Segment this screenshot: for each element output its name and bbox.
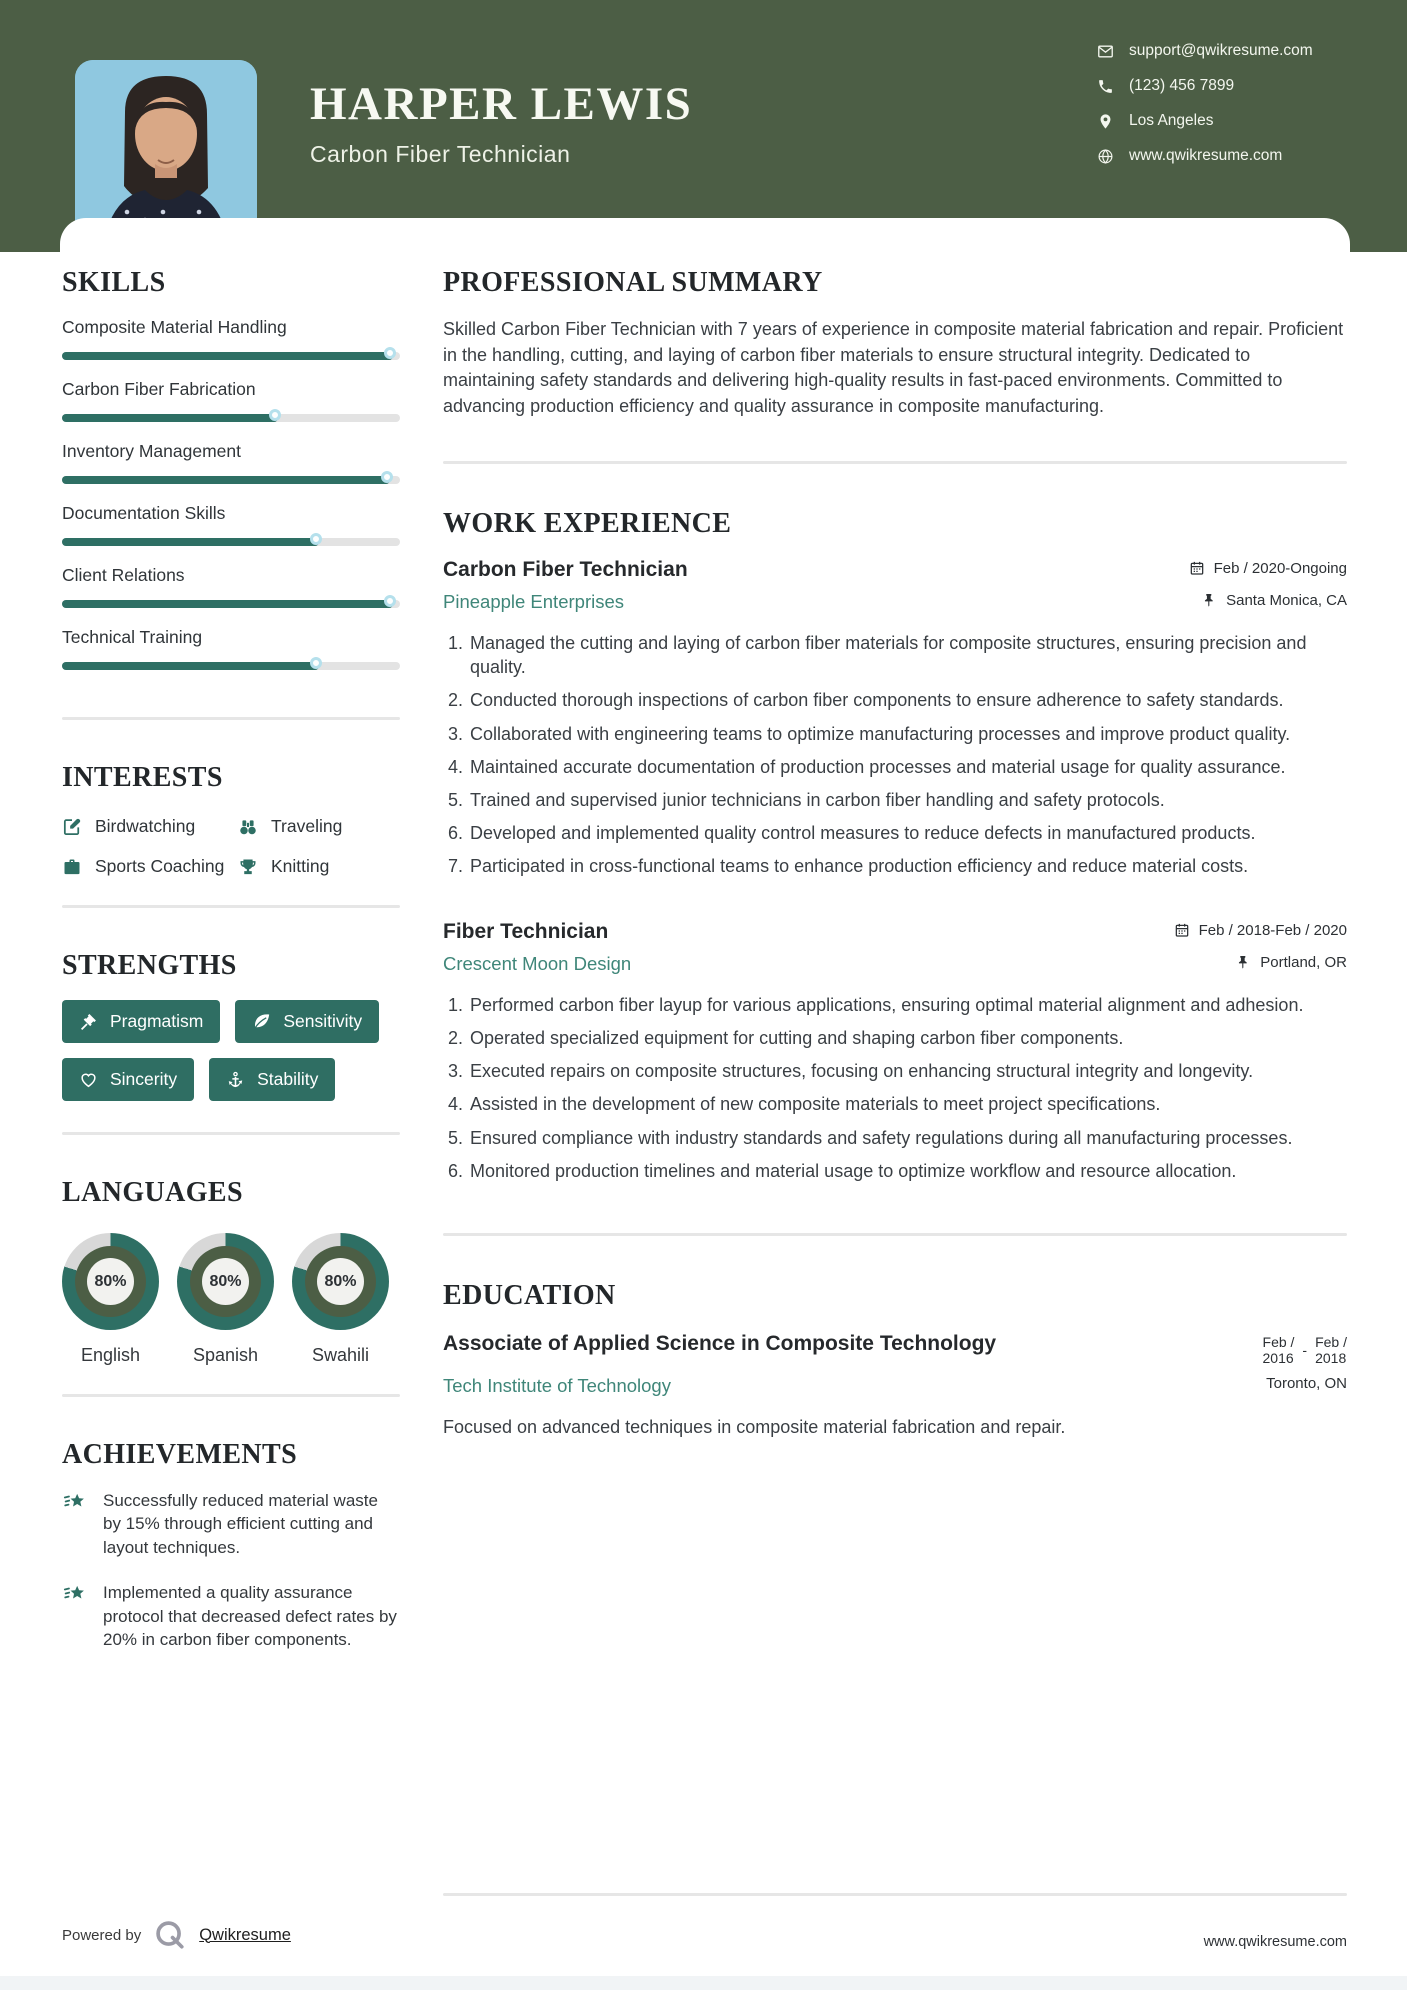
skill-progress-bar [62,352,400,360]
contact-row [1097,77,1313,95]
skill-row [62,441,400,484]
skill-progress-fill [62,476,390,484]
skill-progress-bar [62,600,400,608]
skill-label: Composite Material Handling [62,317,287,337]
language-percent: 80% [202,1258,249,1305]
contact-text: www.qwikresume.com [1129,147,1283,164]
job-bullet: 1. Performed carbon fiber layup for various applications, ensuring optimal material alignment and adhesion. [468,993,1347,1017]
language-name: Spanish [192,1345,259,1365]
trophy-icon [238,857,258,877]
education-entry [443,1330,1347,1366]
language-name: Swahili [311,1345,370,1365]
skill-label: Carbon Fiber Fabrication [62,379,256,399]
strengths-heading: STRENGTHS [62,950,237,981]
languages-heading: LANGUAGES [62,1177,243,1208]
contact-row [1097,42,1313,60]
divider [62,1394,400,1397]
powered-by-label: Powered by [62,1926,142,1944]
job-bullet: 4. Assisted in the development of new composite materials to meet project specifications. [468,1092,1347,1116]
calendar-icon [1174,922,1190,938]
achievement-item [62,1581,400,1651]
strength-badge [209,1058,335,1101]
interest-label: Birdwatching [95,816,196,836]
achievements-heading: ACHIEVEMENTS [62,1439,298,1470]
language-donut-chart [292,1233,389,1330]
skills-heading: SKILLS [62,267,166,298]
school-name: Tech Institute of Technology [443,1374,671,1396]
languages-list [62,1233,400,1366]
interest-item [62,816,238,837]
job-title: Fiber Technician [443,920,609,944]
skill-label: Documentation Skills [62,503,226,523]
language-item [177,1233,274,1366]
job-date: Feb / 2020-Ongoing [1189,560,1347,577]
education-date-end: Feb / 2018 [1315,1333,1347,1366]
phone-icon [1097,78,1114,95]
job-bullet: 3. Collaborated with engineering teams to optimize manufacturing processes and improve product quality. [468,722,1347,746]
education-heading: EDUCATION [443,1279,616,1311]
language-donut-inner-ring [190,1246,261,1317]
shooting-star-icon [62,1490,88,1516]
contact-row [1097,112,1313,130]
language-percent: 80% [317,1258,364,1305]
skill-progress-knob [310,533,322,545]
skill-progress-bar [62,476,400,484]
language-donut-inner-ring [75,1246,146,1317]
skill-progress-bar [62,414,400,422]
language-donut-chart [62,1233,159,1330]
job-bullet: 2. Operated specialized equipment for cutting and shaping carbon fiber components. [468,1026,1347,1050]
skill-progress-knob [384,595,396,607]
skill-progress-knob [310,657,322,669]
job-date: Feb / 2018-Feb / 2020 [1174,922,1347,939]
pen-square-icon [62,817,82,837]
summary-text: Skilled Carbon Fiber Technician with 7 years of experience in composite material fabrication and repair. Proficient in the handling, cutting, and laying of carbon fiber materials to ensure structural integrity. Dedicated to maintaining safety standards and delivering high-quality results in fast-paced environments. Committed to advancing production efficiency and quality assurance in composite manufacturing. [443,319,1344,416]
job-title: Carbon Fiber Technician [443,558,688,582]
summary-heading: PROFESSIONAL SUMMARY [443,267,823,298]
contact-row [1097,147,1313,165]
skill-row [62,379,400,422]
job-bullet: 6. Developed and implemented quality control measures to reduce defects in manufactured products. [468,821,1347,845]
anchor-icon [226,1070,245,1089]
interests-heading: INTERESTS [62,762,223,793]
binoculars-icon [238,817,258,837]
job-location: Portland, OR [1235,954,1347,971]
powered-by-footer [62,1918,400,1952]
language-item [62,1233,159,1366]
pushpin-icon [1201,592,1217,608]
skill-progress-knob [269,409,281,421]
company-name: Crescent Moon Design [443,953,632,975]
language-name: English [80,1345,141,1365]
interest-label: Sports Coaching [95,856,225,876]
leaf-icon [252,1012,271,1031]
skill-progress-knob [381,471,393,483]
candidate-title: Carbon Fiber Technician [310,141,571,168]
strength-label: Stability [257,1069,319,1089]
job-bullets [443,631,1347,878]
job-bullet: 6. Monitored production timelines and material usage to optimize workflow and resource allocation. [468,1159,1347,1183]
strength-badge [62,1058,194,1101]
achievements-list [62,1489,400,1674]
header [0,0,1407,252]
shooting-star-icon [62,1582,88,1608]
bottom-strip [0,1976,1407,1990]
main-content [443,267,1347,1976]
job-bullets [443,993,1347,1183]
strength-badge [62,1000,220,1043]
strengths-list [62,1000,400,1116]
pushpin-icon [1235,954,1251,970]
education-location: Toronto, ON [1241,1375,1347,1392]
divider [443,1893,1347,1896]
skill-progress-bar [62,662,400,670]
interest-item [238,816,400,837]
gavel-icon [79,1012,98,1031]
skill-progress-fill [62,414,278,422]
job-bullet: 5. Ensured compliance with industry standards and safety regulations during all manufacturing processes. [468,1126,1347,1150]
qwikresume-link[interactable]: Qwikresume [199,1925,291,1944]
education-description: Focused on advanced techniques in composite material fabrication and repair. [443,1416,1066,1437]
skill-row [62,627,400,670]
job-location: Santa Monica, CA [1201,592,1347,609]
interest-item [238,856,400,877]
interest-label: Knitting [271,856,330,876]
skill-progress-bar [62,538,400,546]
skill-row [62,503,400,546]
strength-label: Sincerity [110,1069,178,1089]
divider [62,905,400,908]
degree-title: Associate of Applied Science in Composite Technology [443,1331,997,1355]
skill-progress-fill [62,538,319,546]
contact-text: Los Angeles [1129,112,1214,129]
job-bullet: 5. Trained and supervised junior technicians in carbon fiber handling and safety protocols. [468,788,1347,812]
achievement-text: Implemented a quality assurance protocol that decreased defect rates by 20% in carbon fiber components. [103,1583,397,1650]
skill-progress-knob [384,347,396,359]
language-donut-inner-ring [305,1246,376,1317]
jobs-list [443,558,1347,1225]
divider [443,1233,1347,1236]
strength-label: Pragmatism [110,1011,204,1031]
contact-text: support@qwikresume.com [1129,42,1313,59]
skill-label: Technical Training [62,627,203,647]
sidebar [62,267,400,1976]
job-bullet: 3. Executed repairs on composite structures, focusing on enhancing structural integrity and longevity. [468,1059,1347,1083]
job-bullet: 4. Maintained accurate documentation of production processes and material usage for quality assurance. [468,755,1347,779]
globe-icon [1097,148,1114,165]
achievement-item [62,1489,400,1559]
skill-label: Client Relations [62,565,185,585]
interests-list [62,816,400,877]
qwikresume-logo-icon [153,1918,187,1952]
heart-icon [79,1070,98,1089]
envelope-icon [1097,43,1114,60]
job-bullet: 2. Conducted thorough inspections of carbon fiber components to ensure adherence to safety standards. [468,688,1347,712]
resume-body [60,218,1350,1976]
skill-row [62,565,400,608]
education-date-separator: - [1302,1341,1308,1358]
pushpin-icon [1241,1376,1257,1392]
language-item [292,1233,389,1366]
experience-heading: WORK EXPERIENCE [443,508,732,540]
interest-label: Traveling [271,816,343,836]
education-date-start: Feb / 2016 [1262,1333,1295,1366]
education-date [1239,1334,1347,1366]
briefcase-icon [62,857,82,877]
skill-label: Inventory Management [62,441,241,461]
calendar-icon [1189,560,1205,576]
skill-progress-fill [62,352,393,360]
contact-list [1097,42,1313,165]
divider [443,461,1347,464]
map-pin-icon [1097,113,1114,130]
skill-row [62,317,400,360]
site-url: www.qwikresume.com [1203,1934,1347,1950]
skill-progress-fill [62,662,319,670]
divider [62,717,400,720]
divider [62,1132,400,1135]
job-bullet: 1. Managed the cutting and laying of carbon fiber materials for composite structures, ensuring precision and quality. [468,631,1347,679]
interest-item [62,856,238,877]
job-bullet: 7. Participated in cross-functional teams to enhance production efficiency and reduce material costs. [468,854,1347,878]
strength-badge [235,1000,379,1043]
language-donut-chart [177,1233,274,1330]
skills-list [62,317,400,689]
strength-label: Sensitivity [283,1011,363,1031]
job-entry [443,558,1347,878]
contact-text: (123) 456 7899 [1129,77,1235,94]
skill-progress-fill [62,600,393,608]
company-name: Pineapple Enterprises [443,591,624,613]
job-entry [443,920,1347,1183]
candidate-name: HARPER LEWIS [310,78,693,130]
achievement-text: Successfully reduced material waste by 15% through efficient cutting and layout techniques. [103,1491,378,1557]
language-percent: 80% [87,1258,134,1305]
calendar-icon [1239,1342,1255,1358]
